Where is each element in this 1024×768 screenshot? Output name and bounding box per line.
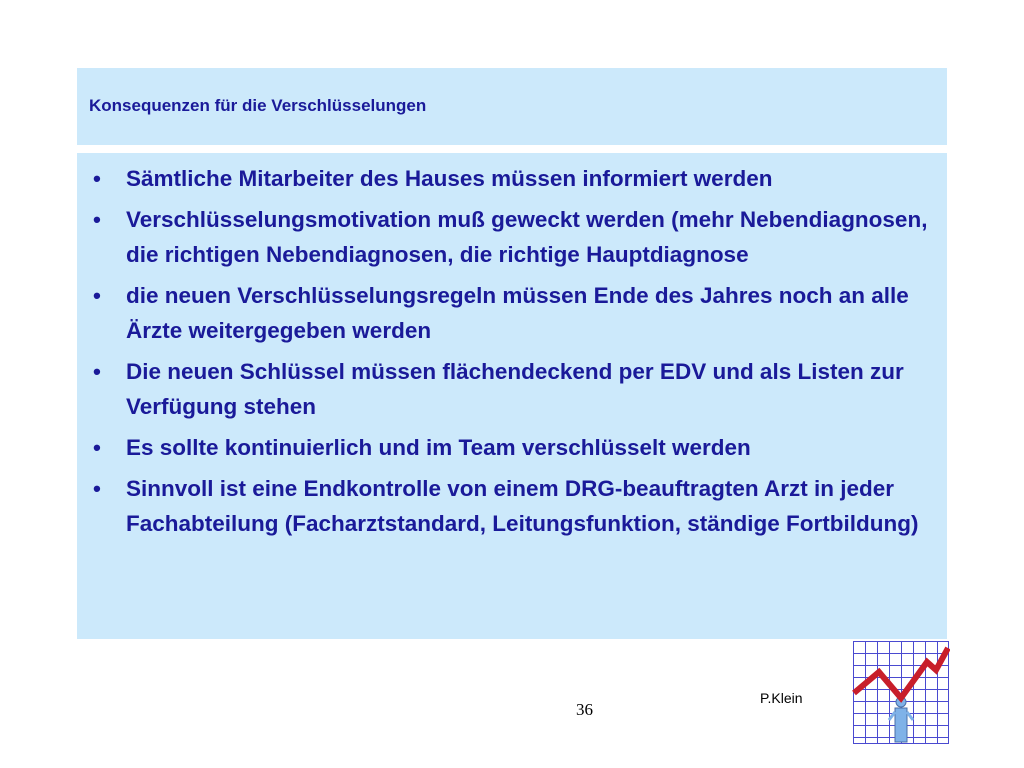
bullet-text: Sämtliche Mitarbeiter des Hauses müssen informiert werden [126,166,773,191]
title-box [77,68,947,145]
bullet-text: Sinnvoll ist eine Endkontrolle von einem DRG-beauftragten Arzt in jeder Fachabteilung (Facharztstandard, Leitungsfunktion, ständige Fortbildung) [126,476,919,536]
bullet-marker: • [93,359,101,384]
growth-chart-person-icon [852,640,950,745]
bullet-item [77,161,947,196]
slide-title: Konsequenzen für die Verschlüsselungen [89,96,427,115]
bullet-item [77,430,947,465]
bullet-text: die neuen Verschlüsselungsregeln müssen Ende des Jahres noch an alle Ärzte weitergegeben werden [126,283,909,343]
bullet-text: Es sollte kontinuierlich und im Team verschlüsselt werden [126,435,751,460]
bullet-item [77,471,947,541]
page-number: 36 [576,700,593,719]
bullet-marker: • [93,207,101,232]
bullet-text: Die neuen Schlüssel müssen flächendeckend per EDV und als Listen zur Verfügung stehen [126,359,904,419]
bullet-list [77,161,947,547]
bullet-marker: • [93,283,101,308]
bullet-marker: • [93,435,101,460]
bullet-item [77,354,947,424]
author-label: P.Klein [760,690,803,706]
bullet-marker: • [93,166,101,191]
bullet-item [77,202,947,272]
content-box [77,153,947,639]
bullet-text: Verschlüsselungsmotivation muß geweckt werden (mehr Nebendiagnosen, die richtigen Nebendiagnosen, die richtige Hauptdiagnose [126,207,928,267]
bullet-marker: • [93,476,101,501]
bullet-item [77,278,947,348]
